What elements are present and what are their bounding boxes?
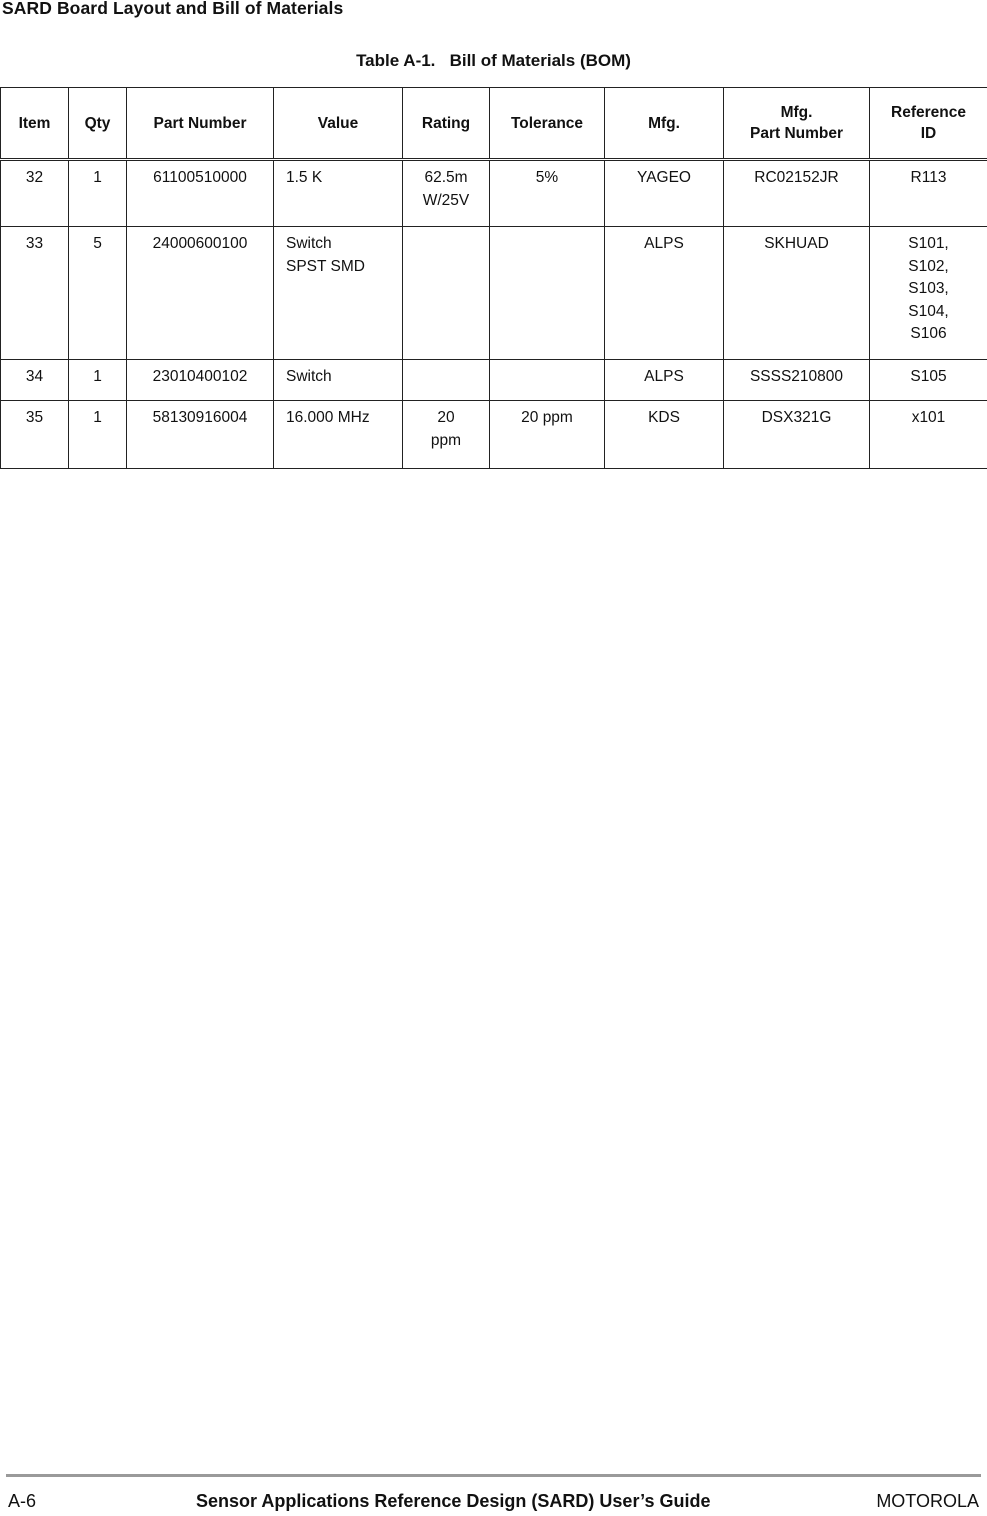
cell-mfg: ALPS (605, 227, 724, 360)
cell-rating (403, 227, 490, 360)
cell-reference-id: x101 (870, 401, 987, 469)
column-header-mfg-part-number: Mfg. Part Number (724, 88, 870, 160)
table-row (1, 360, 987, 401)
cell-mfg-part-number: SKHUAD (724, 227, 870, 360)
cell-qty: 1 (69, 360, 127, 401)
cell-mfg: YAGEO (605, 160, 724, 227)
cell-value: Switch SPST SMD (274, 227, 403, 360)
cell-reference-id: S101, S102, S103, S104, S106 (870, 227, 987, 360)
table-caption: Table A-1. Bill of Materials (BOM) (356, 51, 631, 70)
cell-mfg-part-number: DSX321G (724, 401, 870, 469)
column-header-part-number: Part Number (127, 88, 274, 160)
cell-item: 34 (1, 360, 69, 401)
cell-tolerance: 5% (490, 160, 605, 227)
page-number: A-6 (8, 1491, 37, 1511)
cell-rating: 20 ppm (403, 401, 490, 469)
cell-item: 32 (1, 160, 69, 227)
cell-part-number: 58130916004 (127, 401, 274, 469)
cell-mfg: ALPS (605, 360, 724, 401)
cell-value: 1.5 K (274, 160, 403, 227)
column-header-mfg: Mfg. (605, 88, 724, 160)
cell-item: 35 (1, 401, 69, 469)
cell-item: 33 (1, 227, 69, 360)
cell-reference-id: S105 (870, 360, 987, 401)
cell-tolerance: 20 ppm (490, 401, 605, 469)
cell-rating: 62.5m W/25V (403, 160, 490, 227)
table-row (1, 160, 987, 227)
cell-value: 16.000 MHz (274, 401, 403, 469)
cell-rating (403, 360, 490, 401)
column-header-item: Item (1, 88, 69, 160)
cell-mfg-part-number: SSSS210800 (724, 360, 870, 401)
cell-reference-id: R113 (870, 160, 987, 227)
cell-part-number: 24000600100 (127, 227, 274, 360)
column-header-value: Value (274, 88, 403, 160)
bom-table (0, 87, 987, 469)
company-name: MOTOROLA (876, 1491, 979, 1511)
document-title: Sensor Applications Reference Design (SARD) User’s Guide (196, 1491, 711, 1511)
cell-mfg-part-number: RC02152JR (724, 160, 870, 227)
cell-tolerance (490, 227, 605, 360)
column-header-reference-id: Reference ID (870, 88, 987, 160)
cell-part-number: 61100510000 (127, 160, 274, 227)
table-row (1, 227, 987, 360)
cell-qty: 1 (69, 401, 127, 469)
cell-qty: 1 (69, 160, 127, 227)
table-header-row (1, 88, 987, 160)
running-title: SARD Board Layout and Bill of Materials (2, 0, 344, 18)
footer-divider (6, 1474, 981, 1477)
column-header-tolerance: Tolerance (490, 88, 605, 160)
cell-value: Switch (274, 360, 403, 401)
cell-mfg: KDS (605, 401, 724, 469)
column-header-rating: Rating (403, 88, 490, 160)
cell-qty: 5 (69, 227, 127, 360)
cell-tolerance (490, 360, 605, 401)
cell-part-number: 23010400102 (127, 360, 274, 401)
table-row (1, 401, 987, 469)
column-header-qty: Qty (69, 88, 127, 160)
